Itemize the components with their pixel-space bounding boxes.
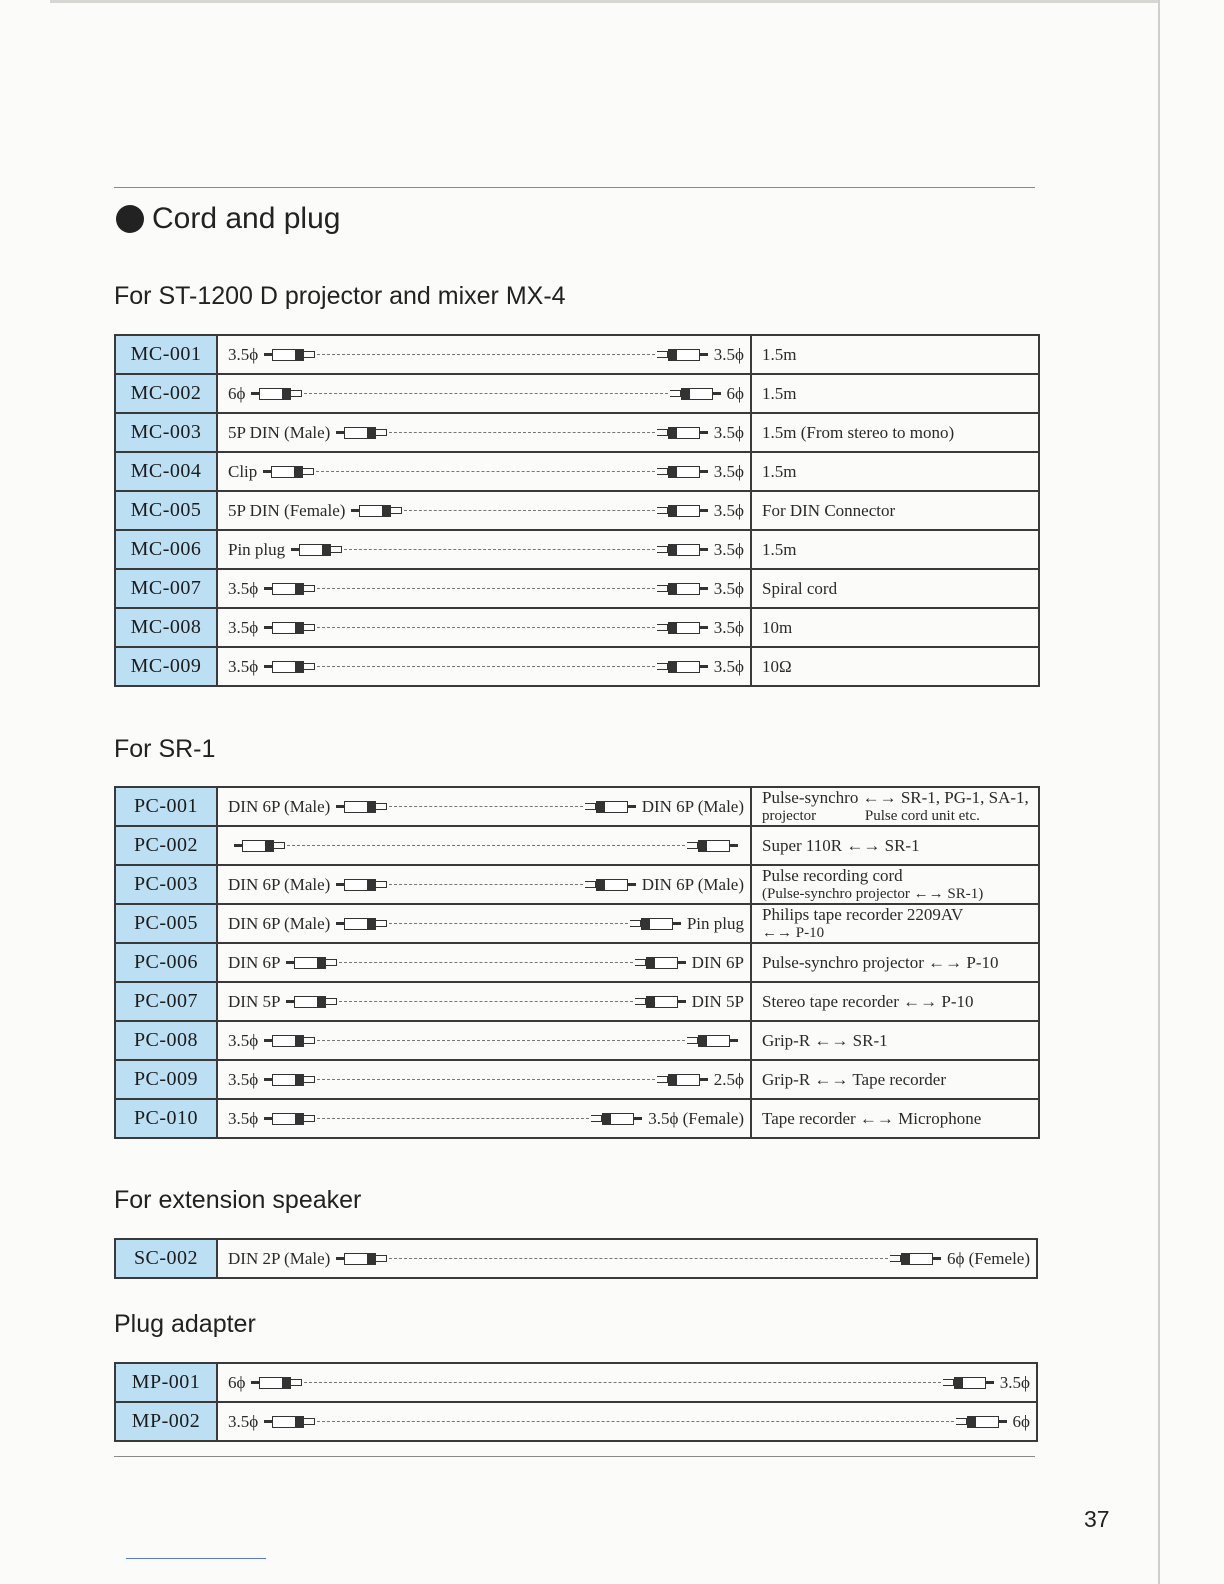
table-row [115,335,1039,374]
model-code: MC-006 [115,530,217,569]
cord-diagram [228,648,744,685]
model-code: PC-001 [115,787,217,826]
cord-diagram [228,609,744,646]
cord-diagram [228,375,744,412]
plug-icon [635,996,686,1008]
plug-icon [635,957,686,969]
cord-left-label: 3.5ϕ [228,344,259,364]
cord-line [336,427,708,439]
model-code: MC-004 [115,452,217,491]
table-row [115,1099,1039,1138]
model-code: PC-006 [115,943,217,982]
plug-icon [286,996,337,1008]
plug-icon [336,918,387,930]
model-code: MC-007 [115,569,217,608]
model-code: PC-003 [115,865,217,904]
plug-icon [890,1253,941,1265]
mp-table-body [115,1363,1037,1441]
cord-cell [217,982,751,1021]
note-text: Pulse-synchro projector ←→ P-10 [762,952,999,972]
sc-table [114,1238,1038,1279]
plug-icon [264,661,315,673]
cord-line [264,661,708,673]
page-right-edge [1158,0,1160,1584]
plug-icon [956,1416,1007,1428]
cord-left-label: DIN 5P [228,991,281,1011]
cord-right-label: 6ϕ [1012,1411,1030,1431]
plug-icon [657,349,708,361]
cord-diagram [228,983,744,1020]
cord-diagram [228,492,744,529]
cord-line [336,1253,941,1265]
note-text: Grip-R ←→ Tape recorder [762,1069,947,1089]
plug-icon [264,1074,315,1086]
cord-right-label: 3.5ϕ [713,500,744,520]
cord-left-label: DIN 6P (Male) [228,874,331,894]
note-text: 10m [762,617,793,637]
plug-icon [585,801,636,813]
model-code: PC-008 [115,1021,217,1060]
note-cell [751,943,1039,982]
plug-icon [291,544,342,556]
note-text: Grip-R ←→ SR-1 [762,1030,888,1050]
cord-right-label: DIN 6P (Male) [641,796,744,816]
cord-right-label: 3.5ϕ [713,461,744,481]
cord-cell [217,569,751,608]
plug-icon [336,801,387,813]
model-code: MC-005 [115,491,217,530]
note-cell [751,452,1039,491]
cord-left-label: 3.5ϕ [228,656,259,676]
cord-diagram [228,788,744,825]
cord-cell [217,1402,1037,1441]
model-code: MP-002 [115,1402,217,1441]
note-text: 1.5m [762,383,797,403]
cord-right-label: 3.5ϕ [713,422,744,442]
model-code: MP-001 [115,1363,217,1402]
note-text: Spiral cord [762,578,838,598]
cord-cell [217,608,751,647]
cord-line [291,544,708,556]
cord-right-label: 3.5ϕ [713,344,744,364]
note-text: 1.5m (From stereo to mono) [762,422,955,442]
plug-icon [264,583,315,595]
page-number: 37 [1084,1506,1110,1532]
table-row [115,1239,1037,1278]
note-cell [751,904,1039,943]
bottom-rule [114,1456,1035,1457]
cord-diagram [228,453,744,490]
note-text: Philips tape recorder 2209AV [762,904,964,924]
cord-diagram [228,336,744,373]
plug-icon [657,466,708,478]
cord-line [336,918,681,930]
cord-right-label: DIN 6P [691,952,744,972]
model-code: MC-008 [115,608,217,647]
table-row [115,413,1039,452]
table-row [115,865,1039,904]
cord-line [264,1074,708,1086]
cord-left-label: 5P DIN (Female) [228,500,346,520]
plug-icon [251,1377,302,1389]
plug-icon [336,1253,387,1265]
plug-icon [670,388,721,400]
page-title-text: Cord and plug [152,202,341,235]
note-cell [751,826,1039,865]
note-text-line2: (Pulse-synchro projector ←→ SR-1) [762,885,984,902]
cord-cell [217,826,751,865]
cord-diagram [228,1100,744,1137]
cord-cell [217,865,751,904]
cord-cell [217,787,751,826]
model-code: PC-009 [115,1060,217,1099]
cord-cell [217,647,751,686]
note-text: Stereo tape recorder ←→ P-10 [762,991,974,1011]
note-text: Pulse recording cord [762,865,903,885]
cord-line [251,388,720,400]
cord-right-label: 3.5ϕ [713,578,744,598]
cord-diagram [228,1022,744,1059]
note-cell [751,787,1039,826]
cord-cell [217,1021,751,1060]
cord-right-label: 3.5ϕ [713,539,744,559]
cord-cell [217,904,751,943]
model-code: MC-002 [115,374,217,413]
plug-icon [687,1035,738,1047]
table-row [115,647,1039,686]
plug-icon [251,388,302,400]
cord-left-label: Pin plug [228,539,286,559]
mc-table [114,334,1040,687]
cord-diagram [228,1240,1030,1277]
cord-left-label: Clip [228,461,258,481]
plug-icon [687,840,738,852]
model-code: MC-003 [115,413,217,452]
cord-diagram [228,1403,1030,1440]
cord-right-label: 6ϕ [726,383,744,403]
cord-right-label: 3.5ϕ (Female) [648,1108,744,1128]
cord-cell [217,413,751,452]
cord-right-label: DIN 5P [691,991,744,1011]
plug-icon [657,661,708,673]
plug-icon [264,349,315,361]
pc-table [114,786,1040,1139]
cord-left-label: DIN 6P [228,952,281,972]
table-row [115,452,1039,491]
cord-diagram [228,531,744,568]
cord-diagram [228,905,744,942]
sc-table-body [115,1239,1037,1278]
note-text: Pulse-synchro ←→ SR-1, PG-1, SA-1, [762,787,1029,807]
cord-diagram [228,944,744,981]
table-row [115,1363,1037,1402]
cord-line [351,505,707,517]
cord-right-label: 3.5ϕ [999,1372,1030,1392]
mc-table-body [115,335,1039,686]
plug-icon [336,879,387,891]
note-text: 10Ω [762,656,792,676]
cord-right-label: 3.5ϕ [713,617,744,637]
table-row [115,943,1039,982]
plug-icon [630,918,681,930]
cord-left-label: 3.5ϕ [228,1030,259,1050]
cord-cell [217,1239,1037,1278]
plug-icon [657,427,708,439]
model-code: PC-010 [115,1099,217,1138]
plug-icon [264,622,315,634]
plug-icon [286,957,337,969]
table-row [115,491,1039,530]
cord-right-label: 6ϕ (Femele) [946,1248,1030,1268]
note-text: For DIN Connector [762,500,896,520]
cord-cell [217,530,751,569]
top-rule [114,187,1035,188]
page-top-edge [50,0,1160,3]
plug-icon [657,583,708,595]
note-cell [751,982,1039,1021]
cord-line [234,840,738,852]
cord-line [264,1035,738,1047]
table-row [115,530,1039,569]
model-code: SC-002 [115,1239,217,1278]
note-text: Tape recorder ←→ Microphone [762,1108,982,1128]
plug-icon [351,505,402,517]
plug-icon [943,1377,994,1389]
plug-icon [264,1416,315,1428]
cord-left-label: 3.5ϕ [228,578,259,598]
section-title-pc: For SR-1 [114,735,216,763]
plug-icon [657,505,708,517]
table-row [115,826,1039,865]
note-cell [751,530,1039,569]
pc-table-body [115,787,1039,1138]
cord-cell [217,1060,751,1099]
note-cell [751,569,1039,608]
model-code: MC-009 [115,647,217,686]
cord-diagram [228,1061,744,1098]
cord-left-label: 3.5ϕ [228,1411,259,1431]
note-text: Super 110R ←→ SR-1 [762,835,920,855]
footer-link-line [126,1558,266,1559]
cord-line [251,1377,993,1389]
note-cell [751,374,1039,413]
table-row [115,1402,1037,1441]
cord-diagram [228,414,744,451]
cord-left-label: DIN 6P (Male) [228,913,331,933]
section-title-sc: For extension speaker [114,1186,362,1214]
cord-line [336,879,635,891]
section-title-mc: For ST-1200 D projector and mixer MX-4 [114,282,566,310]
note-cell [751,1060,1039,1099]
cord-cell [217,452,751,491]
cord-right-label: DIN 6P (Male) [641,874,744,894]
cord-left-label: 5P DIN (Male) [228,422,331,442]
cord-left-label: 6ϕ [228,383,246,403]
model-code: MC-001 [115,335,217,374]
table-row [115,608,1039,647]
cord-line [264,1113,642,1125]
cord-left-label: 3.5ϕ [228,1069,259,1089]
table-row [115,787,1039,826]
cord-cell [217,943,751,982]
cord-cell [217,491,751,530]
note-text: 1.5m [762,344,797,364]
model-code: PC-002 [115,826,217,865]
section-title-mp: Plug adapter [114,1310,256,1338]
plug-icon [234,840,285,852]
plug-icon [264,1113,315,1125]
cord-line [264,622,708,634]
note-cell [751,865,1039,904]
cord-right-label: 2.5ϕ [713,1069,744,1089]
table-row [115,1060,1039,1099]
mp-table [114,1362,1038,1442]
cord-left-label: DIN 2P (Male) [228,1248,331,1268]
plug-icon [336,427,387,439]
cord-diagram [228,1364,1030,1401]
note-cell [751,335,1039,374]
table-row [115,982,1039,1021]
note-text-line2: ←→ P-10 [762,924,825,941]
plug-icon [264,1035,315,1047]
cord-left-label: 3.5ϕ [228,617,259,637]
table-row [115,569,1039,608]
cord-cell [217,374,751,413]
cord-cell [217,1363,1037,1402]
bullet-icon [116,205,144,233]
note-cell [751,1099,1039,1138]
table-row [115,374,1039,413]
note-text: 1.5m [762,539,797,559]
plug-icon [263,466,314,478]
note-text-line2: projector Pulse cord unit etc. [762,807,980,824]
cord-line [264,349,708,361]
cord-left-label: DIN 6P (Male) [228,796,331,816]
table-row [115,1021,1039,1060]
cord-diagram [228,866,744,903]
cord-cell [217,1099,751,1138]
cord-diagram [228,570,744,607]
cord-line [286,957,685,969]
note-cell [751,647,1039,686]
cord-diagram [228,827,744,864]
cord-line [264,583,708,595]
page-title [116,202,340,236]
cord-line [264,1416,1006,1428]
cord-left-label: 3.5ϕ [228,1108,259,1128]
cord-line [286,996,685,1008]
cord-right-label: Pin plug [686,913,744,933]
note-cell [751,1021,1039,1060]
plug-icon [657,1074,708,1086]
plug-icon [657,544,708,556]
note-cell [751,491,1039,530]
table-row [115,904,1039,943]
note-text: 1.5m [762,461,797,481]
plug-icon [585,879,636,891]
plug-icon [657,622,708,634]
cord-right-label: 3.5ϕ [713,656,744,676]
cord-line [263,466,708,478]
cord-left-label: 6ϕ [228,1372,246,1392]
cord-line [336,801,635,813]
note-cell [751,608,1039,647]
plug-icon [591,1113,642,1125]
note-cell [751,413,1039,452]
model-code: PC-007 [115,982,217,1021]
model-code: PC-005 [115,904,217,943]
cord-cell [217,335,751,374]
